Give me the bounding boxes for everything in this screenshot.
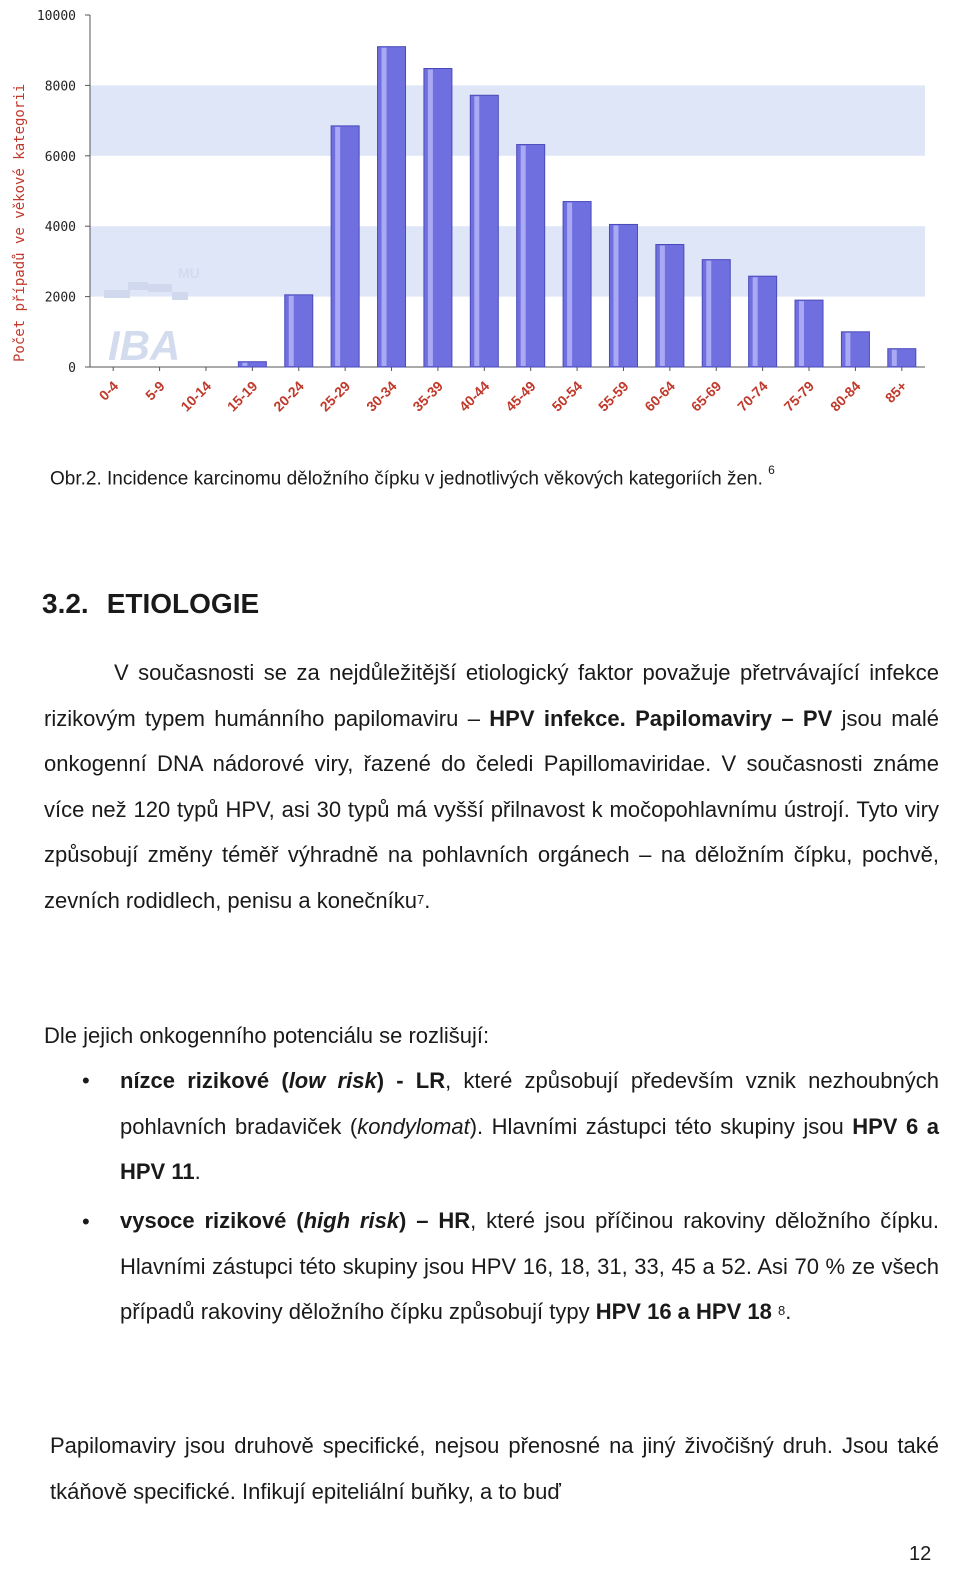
bar-highlight (845, 333, 850, 366)
x-tick-label: 55-59 (594, 377, 632, 415)
p1-bold-1: HPV infekce. Papilomaviry – PV (489, 705, 833, 731)
incidence-chart (0, 0, 960, 440)
x-tick-label: 60-64 (641, 377, 678, 415)
x-tick-label: 50-54 (548, 377, 586, 415)
b2-bold-3: HPV 16 a HPV 18 (595, 1299, 772, 1324)
x-tick-label: 40-44 (455, 377, 493, 415)
x-tick-label: 35-39 (409, 377, 447, 415)
y-tick-label: 10000 (36, 9, 76, 24)
bar-highlight (799, 301, 804, 366)
y-tick-label: 6000 (44, 149, 76, 165)
bar-highlight (660, 246, 665, 366)
b1-bold-1: nízce rizikové ( (120, 1068, 289, 1093)
page-number: 12 (909, 1543, 932, 1565)
specificity-paragraph: Papilomaviry jsou druhově specifické, nejsou přenosné na jiný živočišný druh. Jsou také tkáňově specifické. Infikují epiteliální buňky, a to buď (50, 1433, 939, 1504)
watermark-bar (104, 290, 130, 298)
b2-bold-2: ) – HR (399, 1208, 471, 1233)
bullet-low-risk (120, 1058, 939, 1195)
bar-highlight (892, 350, 897, 366)
x-tick-label: 15-19 (223, 377, 261, 415)
grid-band (90, 226, 925, 296)
bullet-marker-2: • (82, 1209, 90, 1234)
b1-text-3: . (194, 1159, 201, 1184)
x-tick-label: 0-4 (95, 377, 122, 404)
b2-bold-1: vysoce rizikové ( (120, 1208, 304, 1233)
b2-bold-italic: high risk (303, 1208, 400, 1233)
etiology-paragraph (44, 650, 939, 926)
x-tick-label: 5-9 (142, 377, 168, 404)
x-tick-label: 25-29 (316, 377, 354, 415)
y-axis-label: Počet případů ve věkové kategorii (12, 83, 28, 362)
x-tick-label: 30-34 (363, 377, 400, 415)
figure-caption (50, 463, 775, 490)
y-tick-label: 8000 (44, 79, 76, 95)
b2-text-1: , které jsou příčinou rakoviny děložního čípku. Hlavními zástupci této skupiny jsou HPV 16, 18, 31, 33, 45 a 52. Asi 70 % ze všech případů rakoviny děložního čípku způsobují typy (120, 1208, 939, 1324)
b1-bold-2: ) - LR (376, 1068, 446, 1093)
bar-highlight (706, 261, 711, 366)
x-tick-label: 20-24 (270, 377, 307, 415)
x-tick-label: 85+ (881, 377, 910, 406)
p1-text-1: V současnosti se za nejdůležitější etiologický faktor považuje přetrvávající infekce rizikovým typem humánního papilomaviru – (44, 660, 939, 731)
bar-highlight (521, 146, 526, 366)
b1-text-2: ). Hlavními zástupci této skupiny jsou (469, 1113, 853, 1139)
bar-highlight (428, 70, 433, 366)
grid-band (90, 85, 925, 155)
watermark-subtext: MU (178, 265, 200, 281)
classification-intro: Dle jejich onkogenního potenciálu se rozlišují: (44, 1023, 490, 1048)
b2-text-2: . (785, 1299, 792, 1324)
x-tick-label: 65-69 (687, 377, 725, 415)
b1-italic: kondylomat (357, 1113, 470, 1139)
watermark-text: IBA (108, 322, 181, 369)
section-heading (42, 588, 259, 620)
y-tick-label: 4000 (44, 220, 76, 236)
bar-highlight (567, 203, 572, 366)
y-tick-label: 2000 (44, 290, 76, 306)
watermark-bar (172, 292, 188, 300)
p1-text-2: jsou malé onkogenní DNA nádorové viry, řazené do čeledi Papillomaviridae. V současnosti známe více než 120 typů HPV, asi 30 typů má vyšší přilnavost k močopohlavnímu ústrojí. Tyto viry způsobují změny téměř výhradně na pohlavních orgánech – na děložním čípku, pochvě, zevních rodidlech, penisu a konečníku (44, 705, 939, 913)
x-tick-label: 75-79 (780, 377, 818, 415)
b2-ref: 8 (777, 1303, 786, 1318)
b1-text-1: , které způsobují především vznik nezhoubných pohlavních bradaviček ( (120, 1068, 940, 1139)
bar-highlight (382, 48, 387, 366)
watermark-bar (128, 282, 148, 290)
section-number: 3.2. (42, 588, 89, 619)
bullet-marker-1: • (82, 1068, 90, 1093)
b1-bold-italic: low risk (288, 1068, 377, 1093)
section-title: ETIOLOGIE (106, 588, 260, 619)
bullet-high-risk (120, 1198, 939, 1338)
caption-ref: 6 (768, 463, 775, 477)
y-tick-label: 0 (68, 361, 76, 376)
bar-highlight (613, 225, 618, 366)
bar-highlight (474, 96, 479, 366)
watermark-bar (148, 284, 172, 292)
x-tick-label: 70-74 (734, 377, 771, 415)
p1-ref: 7 (417, 891, 425, 907)
bar-highlight (753, 277, 758, 366)
caption-text: Obr.2. Incidence karcinomu děložního čípku v jednotlivých věkových kategoriích žen. (50, 468, 763, 490)
bar-chart-svg (0, 0, 960, 440)
p1-text-3: . (424, 887, 431, 913)
bar-highlight (335, 127, 340, 366)
bar-highlight (242, 363, 247, 366)
bar-highlight (289, 296, 294, 366)
x-tick-label: 80-84 (826, 377, 864, 415)
x-tick-label: 10-14 (177, 377, 215, 415)
x-tick-label: 45-49 (502, 377, 539, 415)
b1-bold-3: HPV 6 a HPV 11 (120, 1113, 939, 1184)
